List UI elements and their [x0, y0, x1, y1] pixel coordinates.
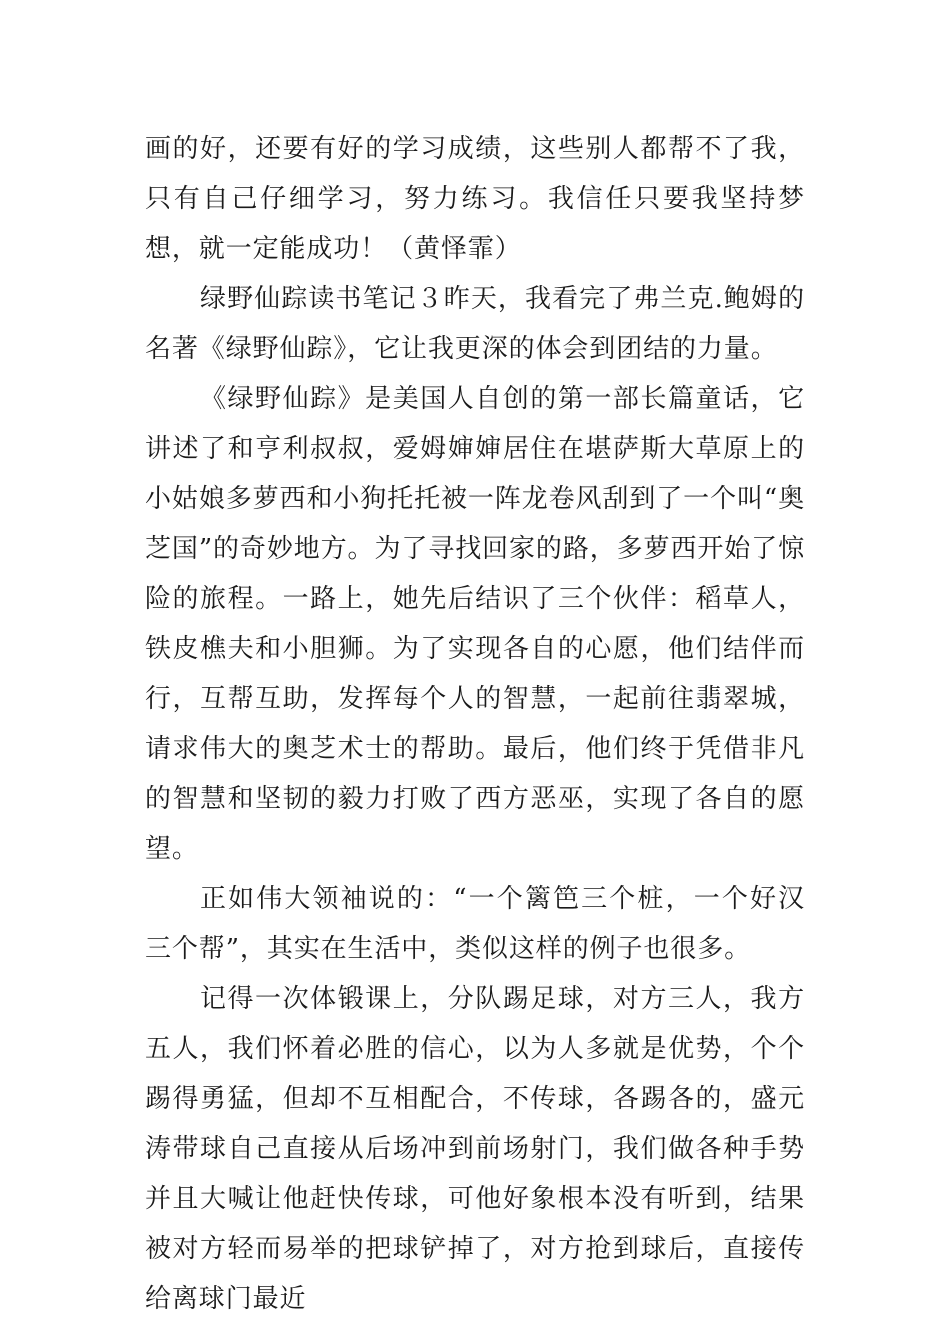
- paragraph-2: 绿野仙踪读书笔记３昨天，我看完了弗兰克.鲍姆的名著《绿野仙踪》，它让我更深的体会到团结的力量。: [145, 284, 805, 364]
- paragraph-3: 《绿野仙踪》是美国人自创的第一部长篇童话，它讲述了和亨利叔叔，爱姆婶婶居住在堪萨斯大草原上的小姑娘多萝西和小狗托托被一阵龙卷风刮到了一个叫“奥芝国”的奇妙地方。为了寻找回家的路，多萝西开始了惊险的旅程。一路上，她先后结识了三个伙伴：稻草人，铁皮樵夫和小胆狮。为了实现各自的心愿，他们结伴而行，互帮互助，发挥每个人的智慧，一起前往翡翠城，请求伟大的奥芝术士的帮助。最后，他们终于凭借非凡的智慧和坚韧的毅力打败了西方恶巫，实现了各自的愿望。: [145, 384, 805, 864]
- body-text: [145, 124, 805, 1324]
- paragraph-4: 正如伟大领袖说的：“一个篱笆三个桩，一个好汉三个帮”，其实在生活中，类似这样的例子也很多。: [145, 884, 805, 964]
- paragraph-5: 记得一次体锻课上，分队踢足球，对方三人，我方五人，我们怀着必胜的信心，以为人多就是优势，个个踢得勇猛，但却不互相配合，不传球，各踢各的，盛元涛带球自己直接从后场冲到前场射门，我们做各种手势并且大喊让他赶快传球，可他好象根本没有听到，结果被对方轻而易举的把球铲掉了，对方抢到球后，直接传给离球门最近: [145, 984, 805, 1314]
- paragraph-1: 画的好，还要有好的学习成绩，这些别人都帮不了我，只有自己仔细学习，努力练习。我信任只要我坚持梦想，就一定能成功！（黄怿霏）: [145, 134, 805, 264]
